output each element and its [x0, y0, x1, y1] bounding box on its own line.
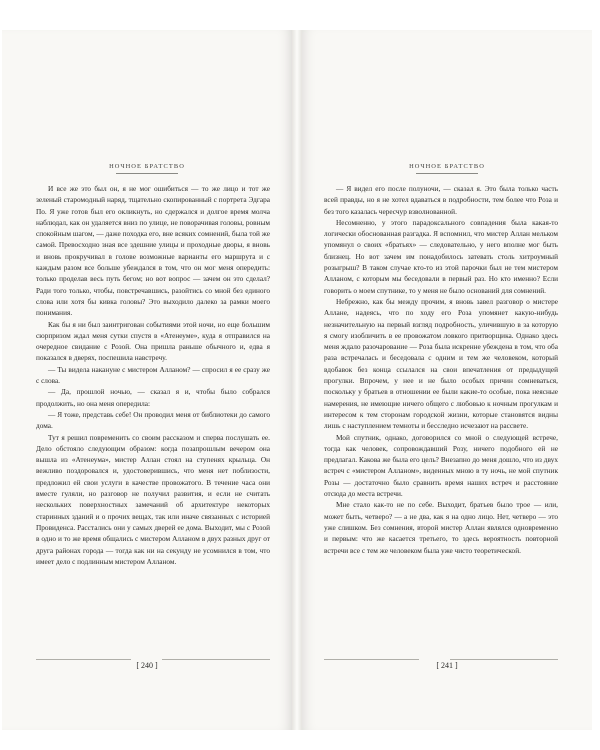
- paragraph: И все же это был он, я не мог ошибиться — то же лицо и тот же зеленый старомодный наряд, тщательно скопированный с портрета Эдгара По. Я уже готов был его окликнуть, но сдержался и долгое время молча наблюдал, как он удаляется вниз по улице, не поворачивая головы, ровным спокойным шагом, — даже походка его, вне всяких сомнений, была той же самой. Превосходно зная все здешние улицы и проходные дворы, я вновь и вновь прокручивал в голове возможные варианты его маршрута и с каждым разом все больше убеждался в том, что он мог меня опередить: только проделав весь путь бегом; но вот вопрос — зачем он это сделал? Ради того только, чтобы, повстречавшись, разойтись со мной без единого слова или хотя бы кивка головы? Это выходило далеко за рамки моего понимания.: [36, 184, 270, 318]
- paragraph: Мне стало как-то не по себе. Выходит, братьев было трое — или, может быть, четверо? — а не два, как я на одно лицо. Нет, четверо — это уже слишком. Без сомнения, второй мистер Аллан являлся одновременно и первым: что же касается третьего, то здесь вероятность повторной встречи все с тем же человеком была уже чисто теоретической.: [324, 500, 558, 555]
- book-gutter: [292, 30, 302, 730]
- right-page: [302, 30, 592, 730]
- right-folio-rule-right: [450, 659, 558, 660]
- right-head-rule: [416, 173, 478, 174]
- paragraph: — Ты видела накануне с мистером Алланом? — спросил я ее сразу же с слова.: [36, 364, 270, 386]
- left-head-rule: [116, 173, 178, 174]
- left-page-number: [ 240 ]: [136, 661, 158, 670]
- left-folio-rule-right: [162, 659, 270, 660]
- right-running-head: НОЧНОЕ БРАТСТВО: [409, 163, 485, 170]
- paragraph: — Я тоже, представь себе! Он проводил меня от библиотеки до самого дома.: [36, 409, 270, 431]
- right-body-text: [302, 183, 592, 556]
- paragraph: — Да, прошлой ночью, — сказал я и, чтобы было собрался продолжить, но она меня опередила:: [36, 387, 270, 408]
- paragraph: Несомненно, у этого парадоксального совпадения была какая-то логически обоснованная разгадка. Я вспомнил, что мистер Аллан мельком упомянул о своих «братьях» — следовательно, у него вполне мог быть близнец. Но вот зачем им понадобилось затевать столь хитроумный розыгрыш? В таком случае кто-то из этой парочки был не тем мистером Алланом, с которым мы беседовали в первый раз. Но кто именно? Если говорить о моем спутнике, то у меня не было оснований для сомнений.: [324, 217, 558, 295]
- right-folio-rule-left: [324, 659, 419, 660]
- left-page: [2, 30, 292, 730]
- left-running-head: НОЧНОЕ БРАТСТВО: [109, 163, 185, 170]
- right-page-number: [ 241 ]: [436, 661, 458, 670]
- paragraph: — Я видел его после полуночи, — сказал я. Это была только часть всей правды, но я не хотел вдаваться в подробности, тем более что Роза и без того казалась чересчур взволнованной.: [324, 184, 558, 216]
- paragraph: Мой спутник, однако, договорился со мной о следующей встрече, тогда как человек, сопровождавший Розу, ничего подобного ей не предлагал. Какова же была его цель? Внезапно до меня дошло, что из двух встреч с «мистером Алланом», виденных мною в ту ночь, не мой спутник Розы — достаточно было сравнить время наших встреч и расстояние отсюда до места встречи.: [324, 432, 558, 499]
- left-body-text: [2, 183, 292, 567]
- paragraph: Небрежно, как бы между прочим, я вновь завел разговор о мистере Аллане, надеясь, что по ходу его Роза упомянет какую-нибудь незначительную на первый взгляд подробность, уличившую в за которую я смогу изобличить в ее провожатом ловкого притворщика. Однако здесь меня ждало разочарование — Роза была искренне убеждена в том, что оба раза встречалась и беседовала с одним и тем же человеком, который вдобавок без конца ссылался на свои впечатления от предыдущей прогулки. Впрочем, у нее и не было особых причин сомневаться, поскольку у братьев в отношении ее были какие-то особые, пока неясные намерения, не имеющие ничего общего с любовью к ночным прогулкам и интересом к тем сторонам городской жизни, которые становятся видны лишь с наступлением темноты и бесследно исчезают на рассвете.: [324, 296, 558, 431]
- paragraph: Как бы я ни был заинтригован событиями этой ночи, но еще большим сюрпризом ждал меня сутки спустя в «Атенеуме», куда я отправился на очередное свидание с Розой. Она пришла раньше обычного и, едва я показался в дверях, поспешила навстречу.: [36, 319, 270, 363]
- left-folio-rule-left: [36, 659, 131, 660]
- paragraph: Тут я решил повременить со своим рассказом и сперва послушать ее. Дело обстояло следующим образом: когда позапрошлым вечером она вышла из «Атенеума», мистер Аллан стоял на ступенях крыльца. Он вежливо поздоровался и, удостоверившись, что меня нет поблизости, предложил ей свои услуги в качестве провожатого. В течение часа они вместе гуляли, но разговор не получил развития, и если не считать нескольких поверхностных замечаний об архитектуре некоторых старинных зданий и о прочих вещах, так или иначе связанных с историей Провиденса. Расстались они у самых дверей ее дома. Выходит, мы с Розой в одно и то же время общались с мистером Алланом в двух разных друг от друга районах города — тогда как ни на секунду не усомнился в том, что имеет дело с подлинным мистером Алланом.: [36, 432, 270, 566]
